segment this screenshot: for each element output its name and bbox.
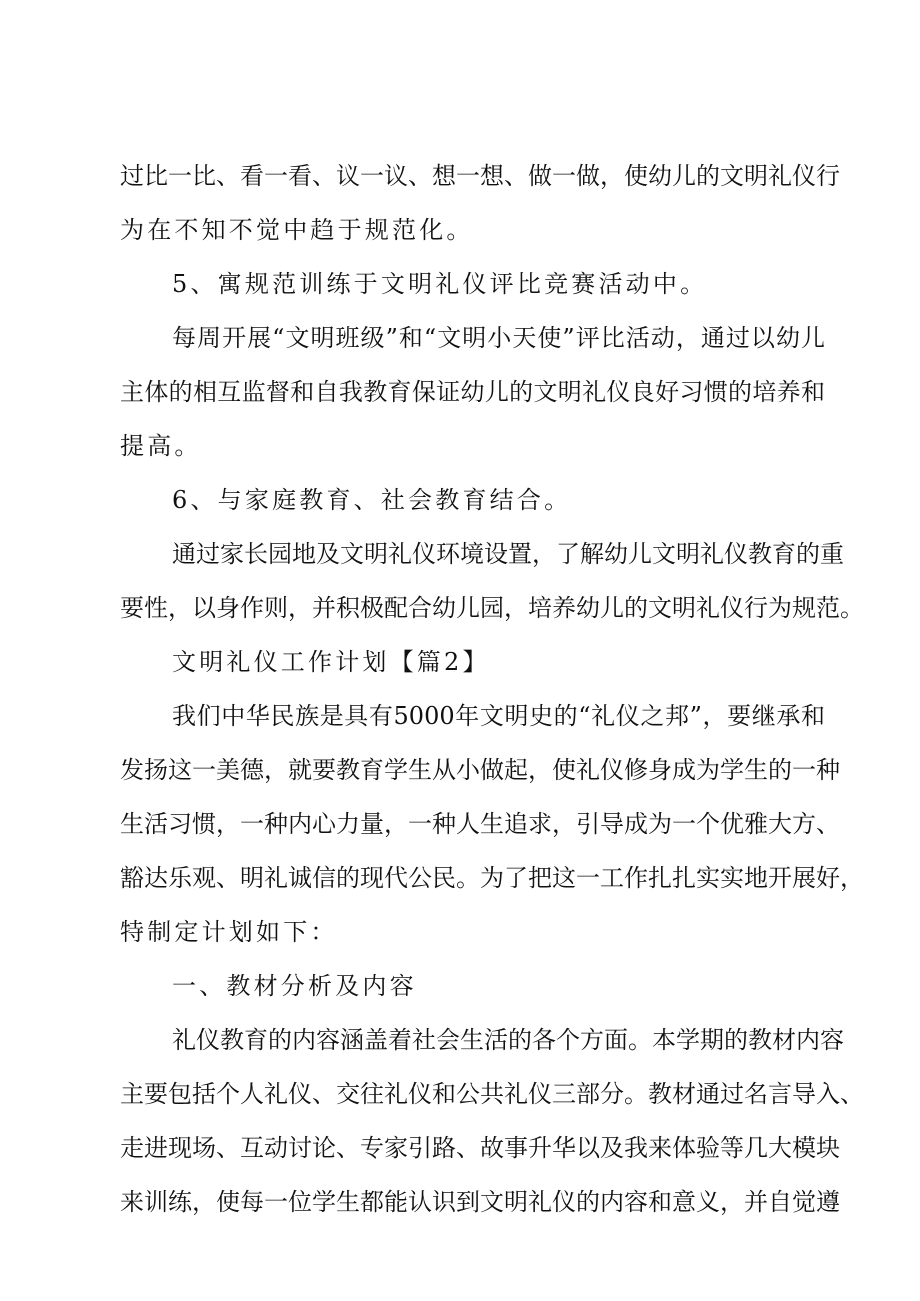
text-line: 要性，以身作则，并积极配合幼儿园，培养幼儿的文明礼仪行为规范。 [120,594,864,622]
document-body [120,161,864,1241]
text-line: 主体的相互监督和自我教育保证幼儿的文明礼仪良好习惯的培养和 [120,378,825,406]
text-line: 每周开展“文明班级”和“文明小天使”评比活动，通过以幼儿 [172,324,825,352]
text-line: 提高。 [120,432,202,460]
text-line: 来训练，使每一位学生都能认识到文明礼仪的内容和意义，并自觉遵 [120,1188,840,1216]
text-line: 走进现场、互动讨论、专家引路、故事升华以及我来体验等几大模块 [120,1134,840,1162]
text-line: 主要包括个人礼仪、交往礼仪和公共礼仪三部分。教材通过名言导入、 [120,1080,864,1108]
text-line: 通过家长园地及文明礼仪环境设置，了解幼儿文明礼仪教育的重 [172,540,844,568]
text-line: 为在不知不觉中趋于规范化。 [120,216,474,244]
document-title: 文明礼仪工作计划【篇2】 [172,648,490,676]
text-line: 过比一比、看一看、议一议、想一想、做一做，使幼儿的文明礼仪行 [120,162,840,190]
text-line: 我们中华民族是具有5000年文明史的“礼仪之邦”，要继承和 [172,702,825,730]
text-line: 礼仪教育的内容涵盖着社会生活的各个方面。本学期的教材内容 [172,1026,844,1054]
text-line: 特制定计划如下： [120,918,338,946]
text-line: 发扬这一美德，就要教育学生从小做起，使礼仪修身成为学生的一种 [120,756,840,784]
section-heading: 5、寓规范训练于文明礼仪评比竞赛活动中。 [172,270,708,298]
text-line: 豁达乐观、明礼诚信的现代公民。为了把这一工作扎扎实实地开展好， [120,864,864,892]
section-heading: 一、教材分析及内容 [172,972,417,1000]
text-line: 生活习惯，一种内心力量，一种人生追求，引导成为一个优雅大方、 [120,810,840,838]
section-heading: 6、与家庭教育、社会教育结合。 [172,486,572,514]
